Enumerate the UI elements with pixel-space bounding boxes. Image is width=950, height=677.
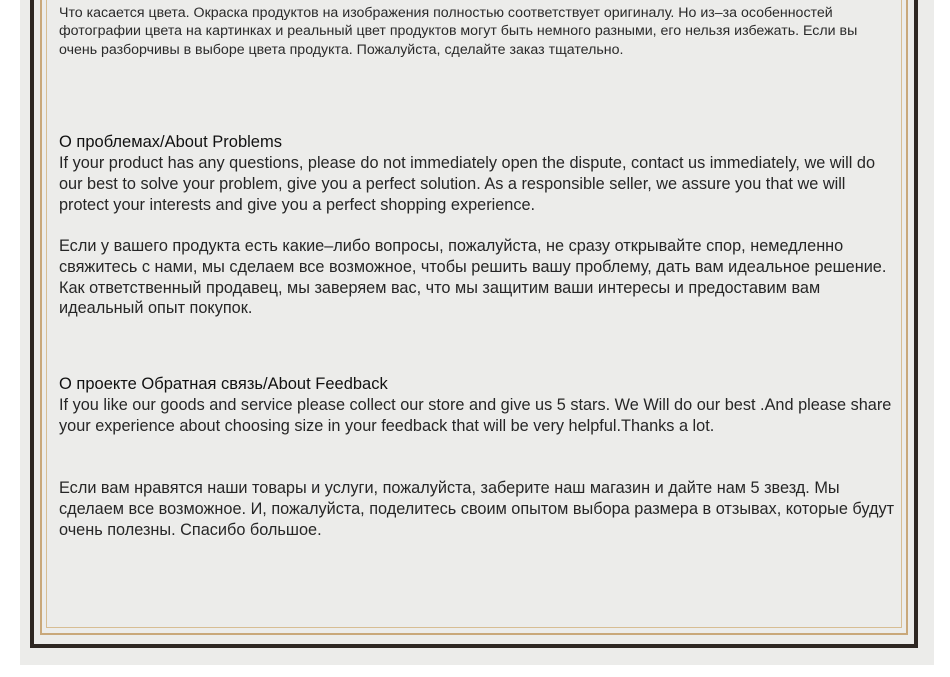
color-note: Что касается цвета. Окраска продуктов на изображения полностью соответствует оригиналу. Но из–за особенностей фотографии цвета на картинках и реальный цвет продуктов могут быть немного разными, его нельзя избежать. Если вы очень разборчивы в выборе цвета продукта. Пожалуйста, сделайте заказ тщательно. [59, 5, 858, 58]
problems-heading: О проблемах/About Problems [59, 133, 282, 151]
feedback-text-ru: Если вам нравятся наши товары и услуги, пожалуйста, заберите наш магазин и дайте нам 5 звезд. Мы сделаем все возможное. И, пожалуйста, поделитесь своим опытом выбора размера в отзывах, которые будут очень полезны. Спасибо большое. [59, 479, 895, 539]
problems-text-en: If your product has any questions, please do not immediately open the dispute, contact us immediately, we will do our best to solve your problem, give you a perfect solution. As a responsible seller, we assure you that we will protect your interests and give you a perfect shopping experience. [59, 154, 876, 214]
problems-text-ru: Если у вашего продукта есть какие–либо вопросы, пожалуйста, не сразу открывайте спор, немедленно свяжитесь с нами, мы сделаем все возможное, чтобы решить вашу проблему, дать вам идеальное решение. Как ответственный продавец, мы заверяем вас, что мы защитим ваши интересы и предоставим вам идеальный опыт покупок. [59, 237, 887, 318]
feedback-text-en: If you like our goods and service please collect our store and give us 5 stars. We Will do our best .And please share your experience about choosing size in your feedback that will be very helpful.Thanks a lot. [59, 396, 892, 435]
feedback-heading: О проекте Обратная связь/About Feedback [59, 375, 388, 393]
content [59, 4, 899, 539]
